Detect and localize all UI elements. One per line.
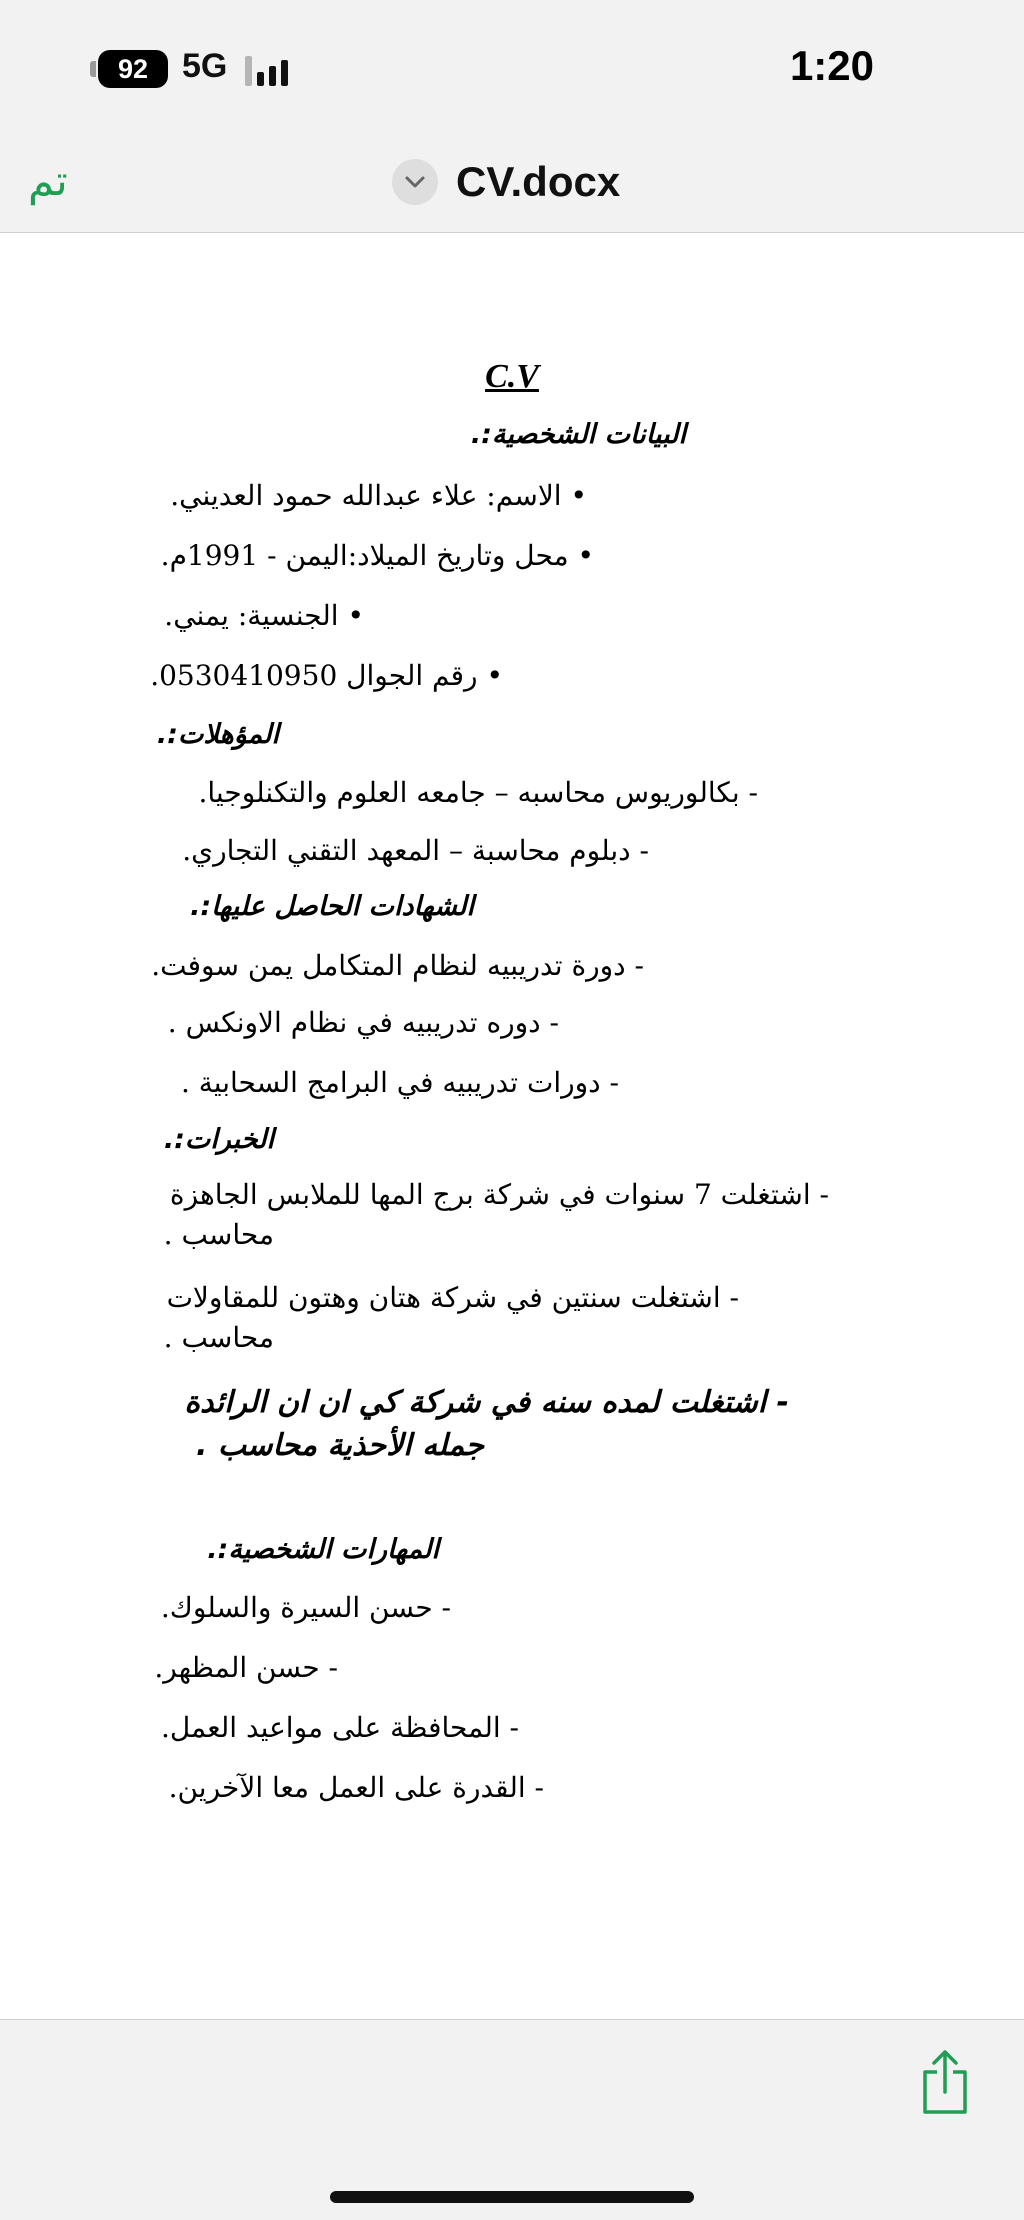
bottom-toolbar <box>0 2019 1024 2220</box>
experience-item: جمله الأحذية محاسب . <box>196 1428 484 1463</box>
battery-nub <box>90 61 96 77</box>
personal-info-heading: البيانات الشخصية:. <box>470 419 686 450</box>
personal-item: • محل وتاريخ الميلاد:اليمن - 1991م. <box>160 539 594 572</box>
status-time: 1:20 <box>789 42 874 89</box>
certificate-item: - دورات تدريبيه في البرامج السحابية . <box>180 1066 619 1099</box>
experience-item: - اشتغلت 7 سنوات في شركة برج المها للملابس الجاهزة <box>169 1178 829 1211</box>
document-title: CV.docx <box>456 158 621 205</box>
nav-bar <box>0 140 1024 233</box>
share-icon[interactable] <box>915 2048 975 2118</box>
experience-item: - اشتغلت لمده سنه في شركة كي ان ان الرائدة <box>184 1385 789 1420</box>
skills-heading: المهارات الشخصية:. <box>207 1534 439 1565</box>
personal-item: • الاسم: علاء عبدالله حمود العديني. <box>170 479 587 512</box>
battery-indicator <box>90 50 168 88</box>
signal-strength-icon <box>245 52 288 86</box>
home-indicator <box>330 2191 694 2203</box>
document-view[interactable] <box>0 233 1024 2019</box>
qualification-item: - بكالوريوس محاسبه – جامعه العلوم والتكنلوجيا. <box>198 776 758 809</box>
chevron-down-icon[interactable] <box>392 159 438 205</box>
done-button[interactable]: تم <box>28 156 68 205</box>
skill-item: - المحافظة على مواعيد العمل. <box>160 1711 519 1744</box>
qualifications-heading: المؤهلات:. <box>156 719 279 750</box>
experience-item: محاسب . <box>163 1321 274 1354</box>
status-bar <box>0 0 1024 140</box>
network-type: 5G <box>182 47 228 85</box>
certificate-item: - دوره تدريبيه في نظام الاونكس . <box>167 1006 559 1039</box>
certificates-heading: الشهادات الحاصل عليها:. <box>190 891 474 922</box>
qualification-item: - دبلوم محاسبة – المعهد التقني التجاري. <box>182 834 649 867</box>
skill-item: - القدرة على العمل معا الآخرين. <box>168 1771 544 1804</box>
certificate-item: - دورة تدريبيه لنظام المتكامل يمن سوفت. <box>151 949 644 982</box>
skill-item: - حسن المظهر. <box>154 1651 338 1684</box>
personal-item: • رقم الجوال 0530410950. <box>150 659 503 692</box>
experience-heading: الخبرات:. <box>163 1124 274 1155</box>
experience-item: - اشتغلت سنتين في شركة هتان وهتون للمقاولات <box>166 1281 739 1314</box>
document-title-area[interactable] <box>392 158 620 206</box>
skill-item: - حسن السيرة والسلوك. <box>160 1591 451 1624</box>
experience-item: محاسب . <box>163 1218 274 1251</box>
battery-level: 92 <box>98 50 168 88</box>
personal-item: • الجنسية: يمني. <box>164 599 364 632</box>
cv-title: C.V <box>485 358 539 395</box>
